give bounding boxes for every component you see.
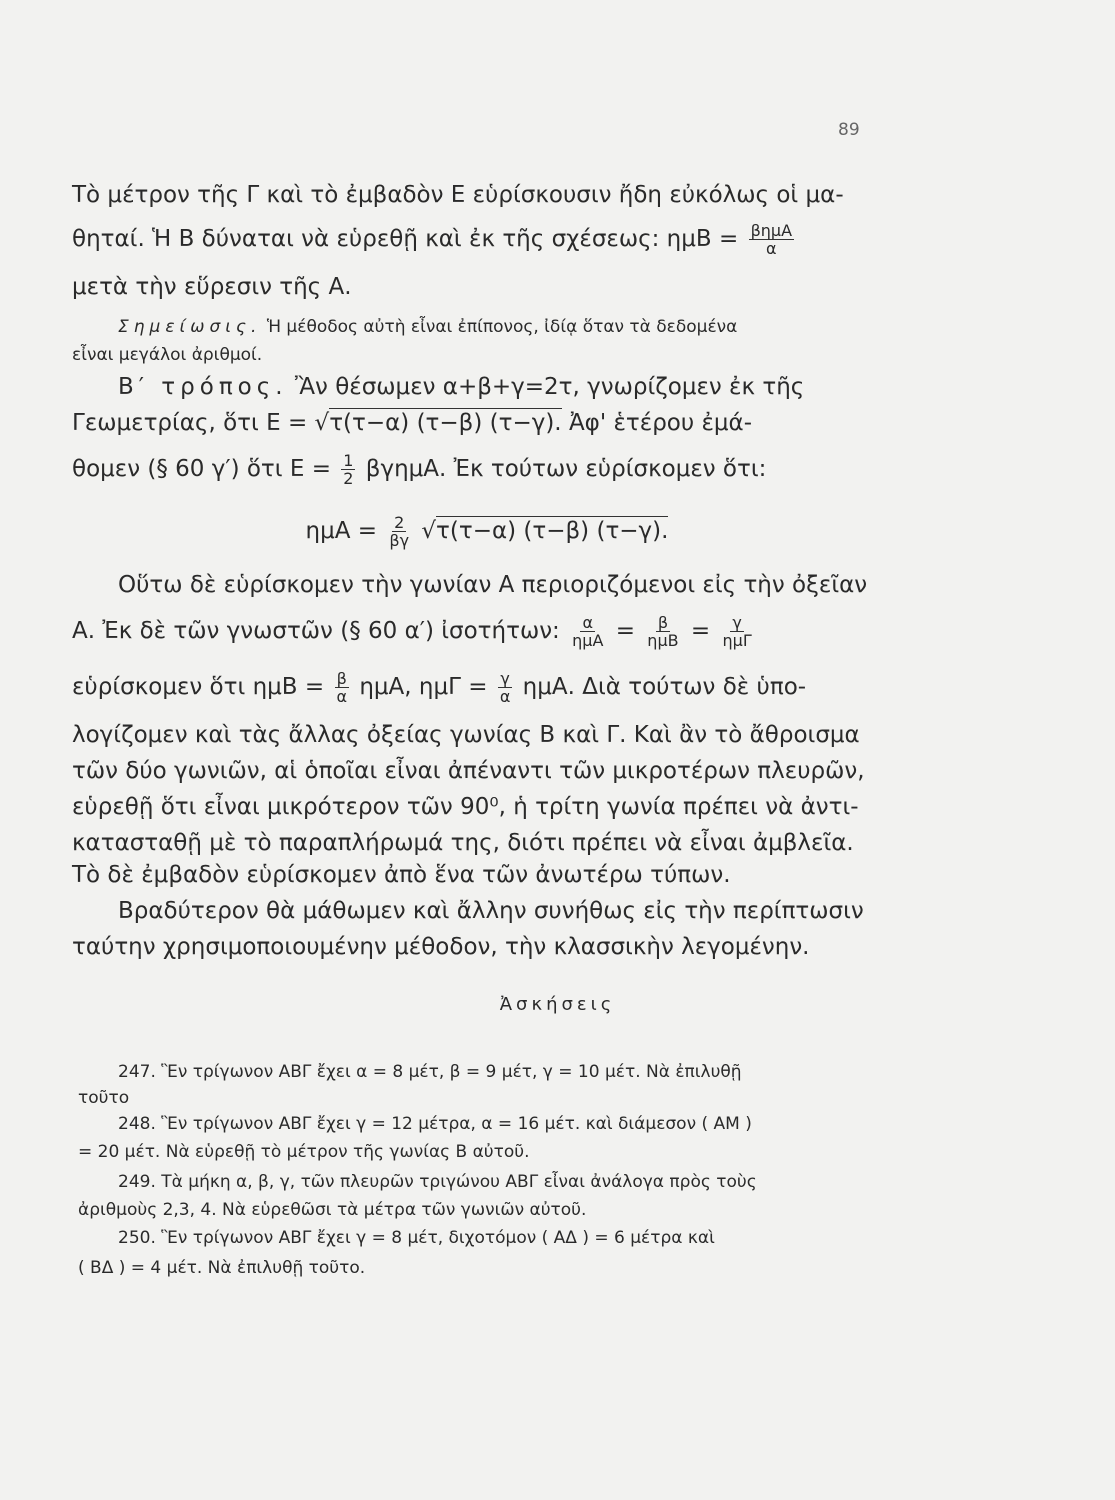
radicand: τ(τ−α) (τ−β) (τ−γ). xyxy=(329,410,562,436)
exercise-247: 247. Ἓν τρίγωνον ΑΒΓ ἔχει α = 8 μέτ, β = 9 μέτ, γ = 10 μέτ. Νὰ ἐπιλυθῇ xyxy=(118,1062,742,1082)
radical-sign: √ xyxy=(314,410,330,436)
text-line: Οὕτω δὲ εὑρίσκομεν τὴν γωνίαν Α περιοριζόμενοι εἰς τὴν ὀξεῖαν xyxy=(118,572,868,598)
text-line: κατασταθῇ μὲ τὸ παραπλήρωμά της, διότι πρέπει νὰ εἶναι ἀμβλεῖα. xyxy=(72,830,854,856)
fraction: $\frac{\gamma}{\text{ημΓ}}$ xyxy=(722,613,752,650)
text-line: ταύτην χρησιμοποιουμένην μέθοδον, τὴν κλασσικὴν λεγομένην. xyxy=(72,934,810,960)
fraction: $\frac{\gamma}{\alpha}$ xyxy=(499,669,511,706)
fraction: $\frac{\beta}{\alpha}$ xyxy=(336,669,347,706)
text-line: Α. Ἐκ δὲ τῶν γνωστῶν (§ 60 α′) ἰσοτήτων: $\frac{\alpha}{\text{ημΑ}}$ = $\frac{\beta}{\text{ημΒ}}$ = $\frac{\gamma}{\text{ημΓ}}$ xyxy=(72,613,752,650)
text-line: λογίζομεν καὶ τὰς ἄλλας ὀξείας γωνίας Β καὶ Γ. Καὶ ἂν τὸ ἄθροισμα xyxy=(72,722,860,748)
text-line: Τὸ μέτρον τῆς Γ καὶ τὸ ἐμβαδὸν Ε εὑρίσκουσιν ἤδη εὐκόλως οἱ μα- xyxy=(72,182,844,208)
note-line: εἶναι μεγάλοι ἀριθμοί. xyxy=(72,345,263,365)
exercise-247-cont: τοῦτο xyxy=(78,1088,130,1108)
exercise-250-cont: ( ΒΔ ) = 4 μέτ. Νὰ ἐπιλυθῇ τοῦτο. xyxy=(78,1258,366,1278)
text-line: Βραδύτερον θὰ μάθωμεν καὶ ἄλλην συνήθως εἰς τὴν περίπτωσιν xyxy=(118,898,864,924)
fraction: $\frac{\beta}{\text{ημΒ}}$ xyxy=(647,613,679,650)
fraction: $\frac{\text{βημΑ}}{\alpha}$ xyxy=(750,221,793,258)
exercise-248-cont: = 20 μέτ. Νὰ εὑρεθῇ τὸ μέτρον τῆς γωνίας Β αὐτοῦ. xyxy=(78,1142,530,1162)
text-line: θομεν (§ 60 γ′) ὅτι Ε = $\frac{1}{2}$ βγημΑ. Ἐκ τούτων εὑρίσκομεν ὅτι: xyxy=(72,451,767,488)
text-line: μετὰ τὴν εὕρεσιν τῆς Α. xyxy=(72,274,352,300)
page-number: 89 xyxy=(838,120,860,140)
radical-sign: √ xyxy=(421,518,437,544)
note-line: Σημείωσις. Ἡ μέθοδος αὐτὴ εἶναι ἐπίπονος, ἰδίᾳ ὅταν τὰ δεδομένα xyxy=(118,317,738,337)
text-line: τῶν δύο γωνιῶν, αἱ ὁποῖαι εἶναι ἀπέναντι τῶν μικροτέρων πλευρῶν, xyxy=(72,758,865,784)
text-line: Τὸ δὲ ἐμβαδὸν εὑρίσκομεν ἀπὸ ἕνα τῶν ἀνωτέρω τύπων. xyxy=(72,862,731,888)
fraction: $\frac{1}{2}$ xyxy=(343,451,354,488)
exercise-249-cont: ἀριθμοὺς 2,3, 4. Νὰ εὑρεθῶσι τὰ μέτρα τῶν γωνιῶν αὐτοῦ. xyxy=(78,1200,587,1220)
method-label: Β′ τρόπος. xyxy=(118,374,288,400)
fraction: $\frac{2}{\beta\gamma}$ xyxy=(389,513,410,550)
formula-line: ημΑ = $\frac{2}{\beta\gamma}$ √τ(τ−α) (τ−β) (τ−γ). xyxy=(305,513,669,550)
exercises-heading: Ἀσκήσεις xyxy=(499,994,616,1015)
text-line: θηταί. Ἡ Β δύναται νὰ εὑρεθῇ καὶ ἐκ τῆς σχέσεως: ημΒ = $\frac{\text{βημΑ}}{\alpha}$ xyxy=(72,221,793,258)
text-line: Β′ τρόπος. Ἂν θέσωμεν α+β+γ=2τ, γνωρίζομεν ἐκ τῆς xyxy=(118,374,805,400)
note-label: Σημείωσις. xyxy=(118,317,262,337)
text-line: Γεωμετρίας, ὅτι Ε = √τ(τ−α) (τ−β) (τ−γ). Ἀφ' ἑτέρου ἐμά- xyxy=(72,410,753,436)
text-line: εὑρεθῇ ὅτι εἶναι μικρότερον τῶν 90⁰, ἡ τρίτη γωνία πρέπει νὰ ἀντι- xyxy=(72,794,859,820)
fraction: $\frac{\alpha}{\text{ημΑ}}$ xyxy=(572,613,604,650)
radicand: τ(τ−α) (τ−β) (τ−γ). xyxy=(436,518,669,544)
text-line: εὑρίσκομεν ὅτι ημΒ = $\frac{\beta}{\alpha}$ ημΑ, ημΓ = $\frac{\gamma}{\alpha}$ ημΑ. Διὰ τούτων δὲ ὑπο- xyxy=(72,669,807,706)
exercise-250: 250. Ἓν τρίγωνον ΑΒΓ ἔχει γ = 8 μέτ, διχοτόμον ( ΑΔ ) = 6 μέτρα καὶ xyxy=(118,1228,715,1248)
exercise-249: 249. Τὰ μήκη α, β, γ, τῶν πλευρῶν τριγώνου ΑΒΓ εἶναι ἀνάλογα πρὸς τοὺς xyxy=(118,1172,757,1192)
exercise-248: 248. Ἓν τρίγωνον ΑΒΓ ἔχει γ = 12 μέτρα, α = 16 μέτ. καὶ διάμεσον ( ΑΜ ) xyxy=(118,1114,752,1134)
